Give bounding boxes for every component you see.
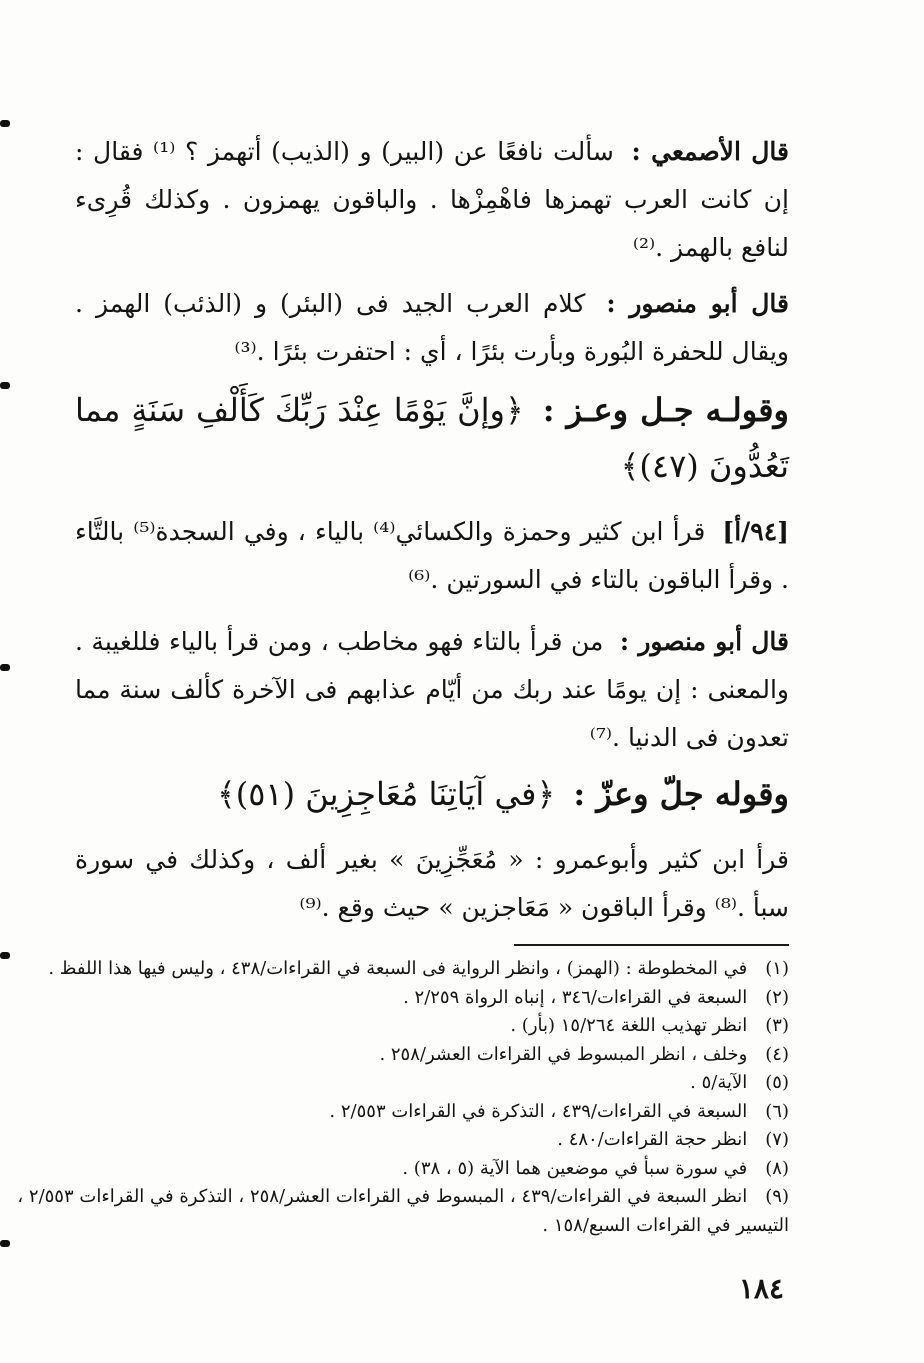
footnote-4: (٤) وخلف ، انظر المبسوط في القراءات العشر/٢٥٨ . [379, 1043, 789, 1065]
footnote-9-continuation: التيسير في القراءات السبع/١٥٨ . [542, 1214, 789, 1236]
scan-mark [0, 664, 10, 671]
folio-reference: [٩٤/أ] [722, 517, 789, 546]
paragraph-3 [75, 508, 789, 604]
footnote-9: (٩) انظر السبعة في القراءات/٤٣٩ ، المبسوط في القراءات العشر/٢٥٨ ، التذكرة في القراءات ٢/٥٥٣ ، [17, 1186, 789, 1207]
paragraph-1 [75, 128, 789, 272]
page-number: ١٨٤ [738, 1272, 784, 1305]
paragraph-lead: قال أبو منصور : [619, 627, 789, 656]
paragraph-lead: قال الأصمعي : [631, 137, 789, 166]
paragraph-2 [75, 280, 789, 376]
footnotes [17, 955, 789, 1240]
paragraph-4 [75, 618, 789, 762]
verse-text: ﴿وإنَّ يَوْمًا عِنْدَ رَبِّكَ كَأَلْفِ سَنَةٍ مما تَعُدُّونَ (٤٧)﴾ [75, 391, 789, 485]
scan-mark [0, 1240, 10, 1247]
paragraph-lead: قال أبو منصور : [606, 289, 789, 318]
footnote-6: (٦) السبعة في القراءات/٤٣٩ ، التذكرة في القراءات ٢/٥٥٣ . [329, 1100, 789, 1122]
paragraph-text: سألت نافعًا عن (البير) و (الذيب) أتهمز ؟ ⁽¹⁾ فقال : إن كانت العرب تهمزها فاهْمِزْها . والباقون يهمزون . وكذلك قُرِىء لنافع بالهمز .⁽²⁾ [75, 137, 789, 262]
footnote-3: (٣) انظر تهذيب اللغة ١٥/٢٦٤ (بأر) . [510, 1015, 789, 1036]
footnote-2: (٢) السبعة في القراءات/٣٤٦ ، إنباه الرواة ٢/٢٥٩ . [403, 986, 789, 1008]
paragraph-text: كلام العرب الجيد فى (البئر) و (الذئب) الهمز . ويقال للحفرة البُورة وبأرت بئرًا ، أي : احتفرت بئرًا .⁽³⁾ [75, 289, 789, 366]
quran-verse-1 [75, 382, 789, 494]
footnote-1: (١) في المخطوطة : (الهمز) ، وانظر الرواية فى السبعة في القراءات/٤٣٨ ، وليس فيها هذا اللفظ . [48, 958, 789, 979]
paragraph-5 [75, 836, 789, 932]
footnote-7: (٧) انظر حجة القراءات/٤٨٠ . [557, 1129, 789, 1150]
verse-text: ﴿في آيَاتِنَا مُعَاجِزِينَ (٥١)﴾ [216, 775, 556, 813]
paragraph-text: من قرأ بالتاء فهو مخاطب ، ومن قرأ بالياء فللغيبة . والمعنى : إن يومًا عند ربك من أيّام عذابهم فى الآخرة كألف سنة مما تعدون فى الدنيا .⁽⁷⁾ [75, 627, 789, 752]
scan-mark [0, 952, 10, 959]
footnote-separator [514, 944, 789, 946]
quran-verse-2 [75, 766, 789, 822]
footnote-8: (٨) في سورة سبأ في موضعين هما الآية (٥ ، ٣٨) . [402, 1157, 789, 1179]
verse-lead: وقولـه جـل وعـز : [542, 391, 790, 429]
paragraph-text: قرأ ابن كثير وأبوعمرو : « مُعَجِّزِينَ » بغير ألف ، وكذلك في سورة سبأ .⁽⁸⁾ وقرأ الباقون « مَعَاجزين » حيث وقع .⁽⁹⁾ [75, 845, 789, 922]
footnote-5: (٥) الآية/٥ . [690, 1072, 789, 1093]
scan-mark [0, 120, 10, 127]
paragraph-text: قرأ ابن كثير وحمزة والكسائي⁽⁴⁾ بالياء ، وفي السجدة⁽⁵⁾ بالتَّاء . وقرأ الباقون بالتاء في السورتين .⁽⁶⁾ [75, 517, 789, 594]
verse-lead: وقوله جلّ وعزّ : [573, 775, 789, 813]
scan-mark [0, 382, 10, 389]
